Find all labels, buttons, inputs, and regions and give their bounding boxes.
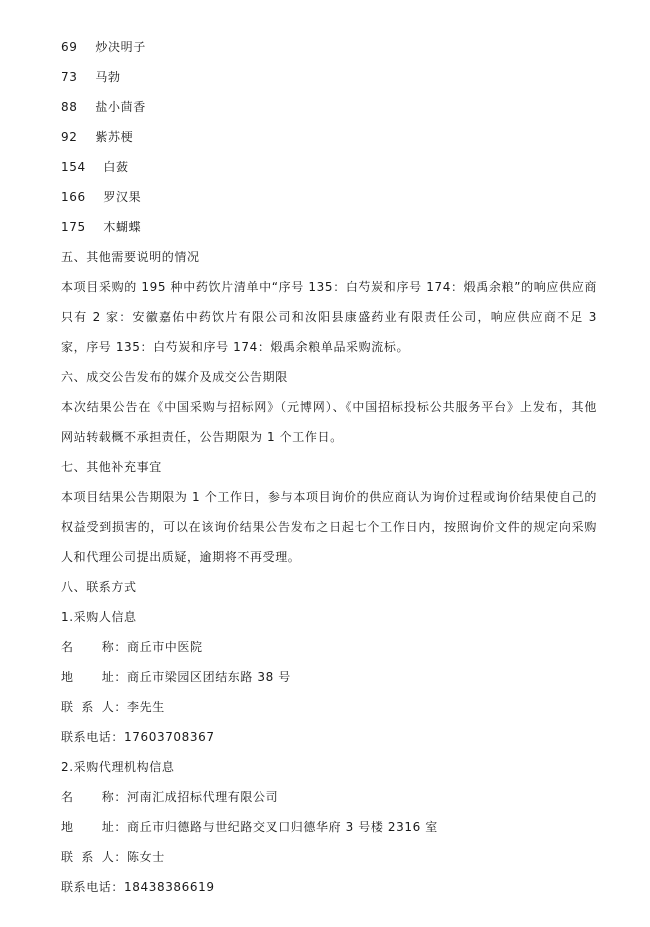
item-name: 炒决明子 (95, 40, 146, 54)
item-name: 白蔹 (103, 160, 129, 174)
list-item (61, 32, 601, 62)
purchaser-contact-row (61, 692, 601, 722)
purchaser-address-row (61, 662, 601, 692)
section-heading-supplementary: 七、其他补充事宜 (61, 460, 162, 474)
purchaser-phone-value: 17603708367 (124, 730, 215, 744)
address-label: 地 址： (61, 670, 127, 684)
item-name: 紫苏梗 (95, 130, 134, 144)
item-number: 92 (61, 130, 78, 144)
agency-contact-row (61, 842, 601, 872)
list-item (61, 152, 601, 182)
item-number: 154 (61, 160, 86, 174)
item-number: 175 (61, 220, 86, 234)
purchaser-info-title: 1.采购人信息 (61, 610, 137, 624)
purchaser-name-row (61, 632, 601, 662)
agency-address-row (61, 812, 601, 842)
list-item (61, 92, 601, 122)
item-number: 166 (61, 190, 86, 204)
section-body-supplementary: 本项目结果公告期限为 1 个工作日，参与本项目询价的供应商认为询价过程或询价结果使自己的权益受到损害的，可以在该询价结果公告发布之日起七个工作日内，按照询价文件的规定向采购人和代理公司提出质疑，逾期将不再受理。 (61, 490, 597, 564)
name-label: 名 称： (61, 790, 127, 804)
item-number: 69 (61, 40, 78, 54)
agency-phone-row (61, 872, 601, 902)
purchaser-contact-value: 李先生 (127, 700, 165, 714)
section-body-other-notes: 本项目采购的 195 种中药饮片清单中“序号 135：白芍炭和序号 174：煅禹余粮”的响应供应商只有 2 家：安徽嘉佑中药饮片有限公司和汝阳县康盛药业有限责任公司，响应供应商不足 3 家，序号 135：白芍炭和序号 174：煅禹余粮单品采购流标。 (61, 280, 597, 354)
agency-phone-value: 18438386619 (124, 880, 215, 894)
name-label: 名 称： (61, 640, 127, 654)
item-number: 88 (61, 100, 78, 114)
purchaser-address-value: 商丘市梁园区团结东路 38 号 (127, 670, 291, 684)
section-heading-contact: 八、联系方式 (61, 580, 137, 594)
address-label: 地 址： (61, 820, 127, 834)
contact-label: 联 系 人： (61, 850, 127, 864)
purchaser-phone-row (61, 722, 601, 752)
list-item (61, 62, 601, 92)
phone-label: 联系电话： (61, 730, 125, 744)
agency-name-value: 河南汇成招标代理有限公司 (127, 790, 279, 804)
agency-contact-value: 陈女士 (127, 850, 165, 864)
item-name: 马勃 (95, 70, 121, 84)
list-item (61, 122, 601, 152)
agency-name-row (61, 782, 601, 812)
list-item (61, 212, 601, 242)
section-heading-other-notes: 五、其他需要说明的情况 (61, 250, 200, 264)
item-number: 73 (61, 70, 78, 84)
item-name: 木蝴蝶 (103, 220, 142, 234)
section-heading-publication-media: 六、成交公告发布的媒介及成交公告期限 (61, 370, 288, 384)
list-item (61, 182, 601, 212)
phone-label: 联系电话： (61, 880, 125, 894)
purchaser-name-value: 商丘市中医院 (127, 640, 203, 654)
agency-address-value: 商丘市归德路与世纪路交叉口归德华府 3 号楼 2316 室 (127, 820, 438, 834)
item-name: 盐小茴香 (95, 100, 146, 114)
agency-info-title: 2.采购代理机构信息 (61, 760, 175, 774)
document-page (61, 32, 601, 902)
section-body-publication-media: 本次结果公告在《中国采购与招标网》（元博网）、《中国招标投标公共服务平台》上发布，其他网站转载概不承担责任，公告期限为 1 个工作日。 (61, 400, 597, 444)
contact-label: 联 系 人： (61, 700, 127, 714)
item-name: 罗汉果 (103, 190, 142, 204)
